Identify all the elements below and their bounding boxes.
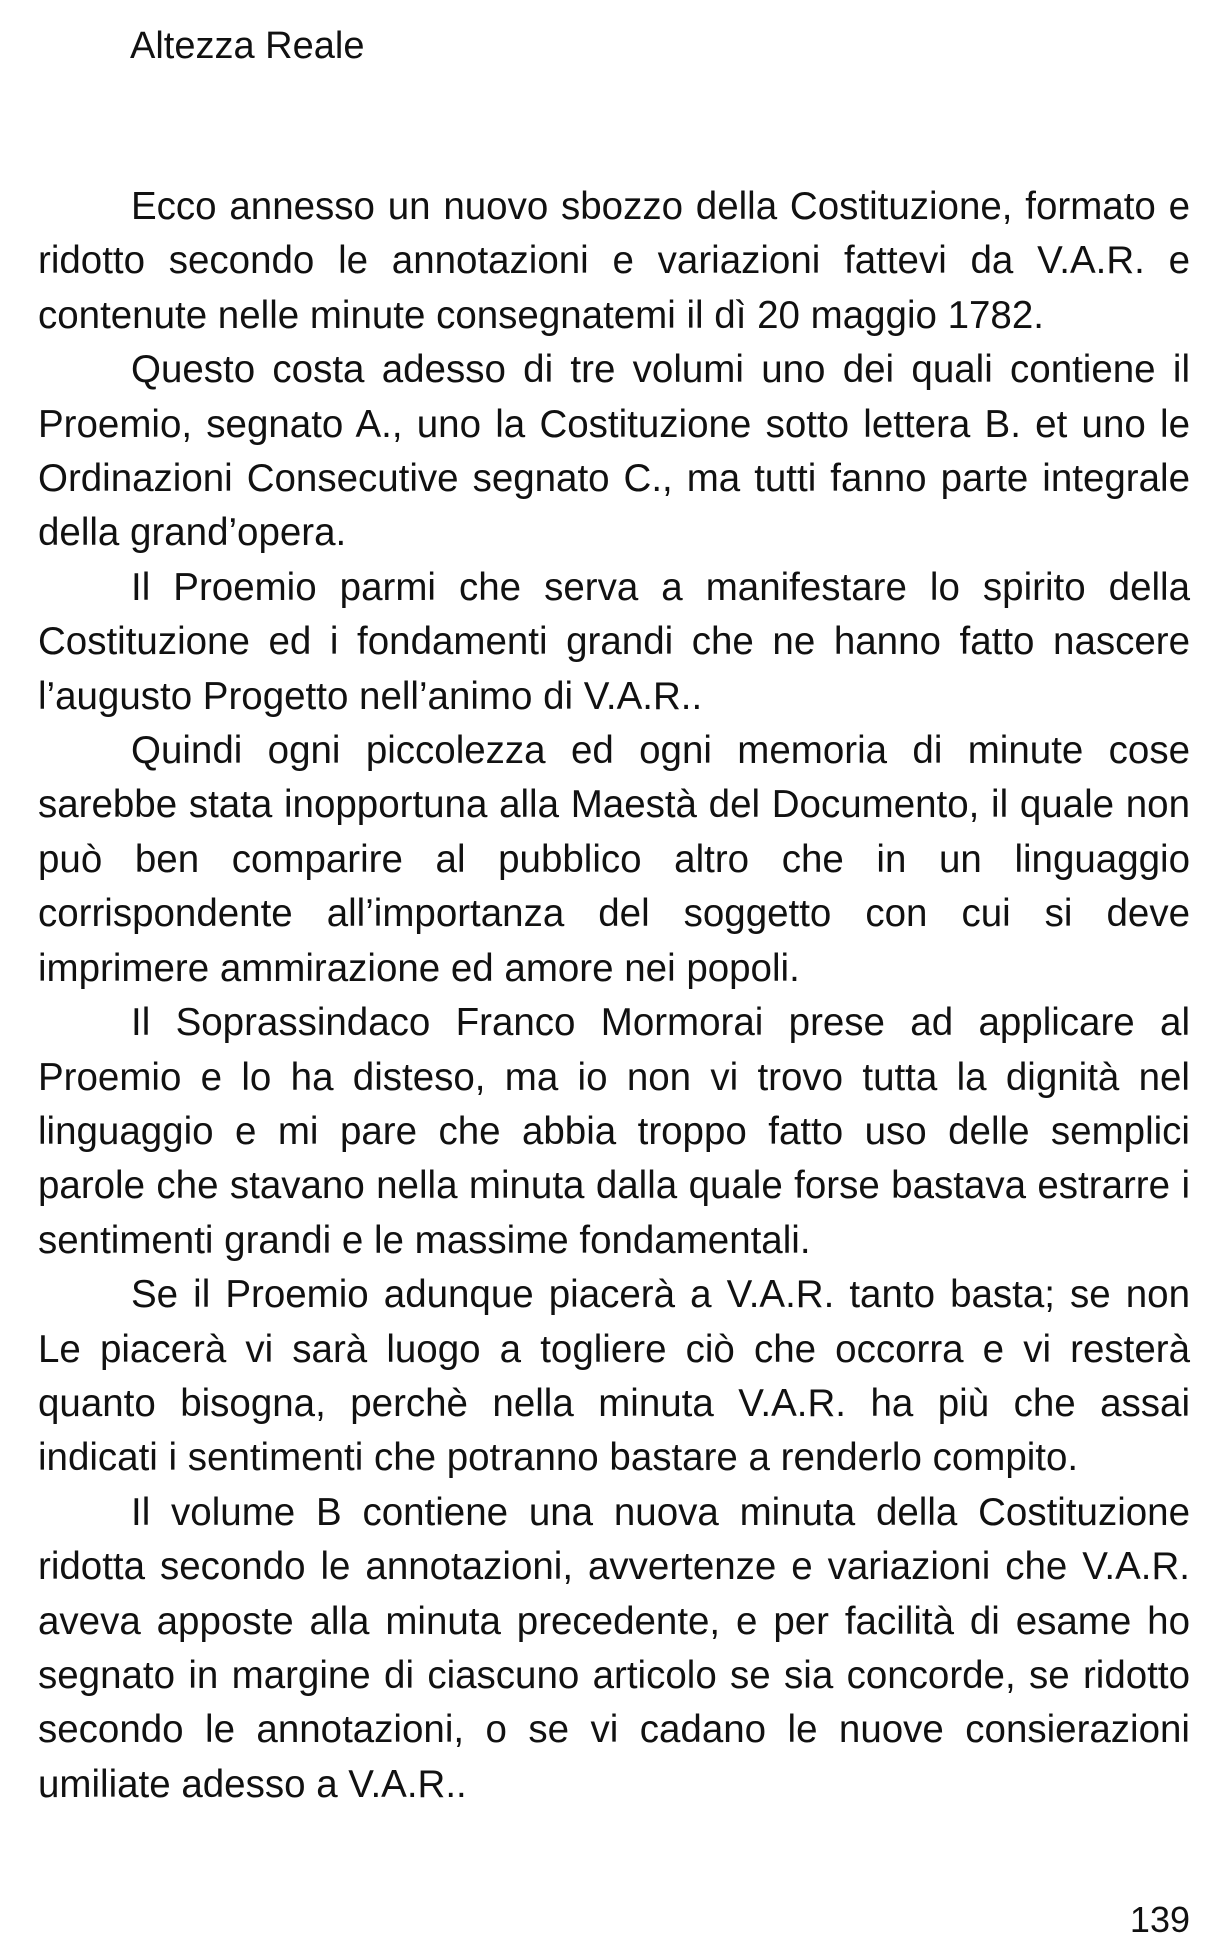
salutation: Altezza Reale bbox=[130, 25, 365, 67]
paragraph-6: Se il Proemio adunque piacerà a V.A.R. tanto basta; se non Le piacerà vi sarà luogo a togliere ciò che occorra e vi resterà quanto bisogna, perchè nella minuta V.A.R. ha più che assai indicati i sentimenti che potranno bastare a renderlo compito. bbox=[38, 1273, 1190, 1480]
paragraph-5: Il Soprassindaco Franco Mormorai prese ad applicare al Proemio e lo ha disteso, ma io non vi trovo tutta la dignità nel linguaggio e mi pare che abbia troppo fatto uso delle semplici parole che stavano nella minuta dalla quale forse bastava estrarre i sentimenti grandi e le massime fondamentali. bbox=[38, 1001, 1190, 1262]
paragraph-4: Quindi ogni piccolezza ed ogni memoria di minute cose sarebbe stata inopportuna alla Maestà del Documento, il quale non può ben comparire al pubblico altro che in un linguaggio corrispondente all’importanza del soggetto con cui si deve imprimere ammirazione ed amore nei popoli. bbox=[38, 729, 1190, 990]
paragraph-3: Il Proemio parmi che serva a manifestare lo spirito della Costituzione ed i fondamenti grandi che ne hanno fatto nascere l’augusto Progetto nell’animo di V.A.R.. bbox=[38, 565, 1190, 718]
paragraph-7: Il volume B contiene una nuova minuta della Costituzione ridotta secondo le annotazioni, avvertenze e variazioni che V.A.R. aveva apposte alla minuta precedente, e per facilità di esame ho segnato in margine di ciascuno articolo se sia concorde, se ridotto secondo le annotazioni, o se vi cadano le nuove consierazioni umiliate adesso a V.A.R.. bbox=[38, 1490, 1190, 1806]
letter-body bbox=[38, 180, 1190, 1812]
paragraph-1: Ecco annesso un nuovo sbozzo della Costituzione, formato e ridotto secondo le annotazioni e variazioni fattevi da V.A.R. e contenute nelle minute consegnatemi il dì 20 maggio 1782. bbox=[38, 185, 1190, 337]
page-number: 139 bbox=[1129, 1899, 1190, 1940]
paragraph-2: Questo costa adesso di tre volumi uno dei quali contiene il Proemio, segnato A., uno la Costituzione sotto lettera B. et uno le Ordinazioni Consecutive segnato C., ma tutti fanno parte integrale della grand’opera. bbox=[38, 348, 1190, 555]
